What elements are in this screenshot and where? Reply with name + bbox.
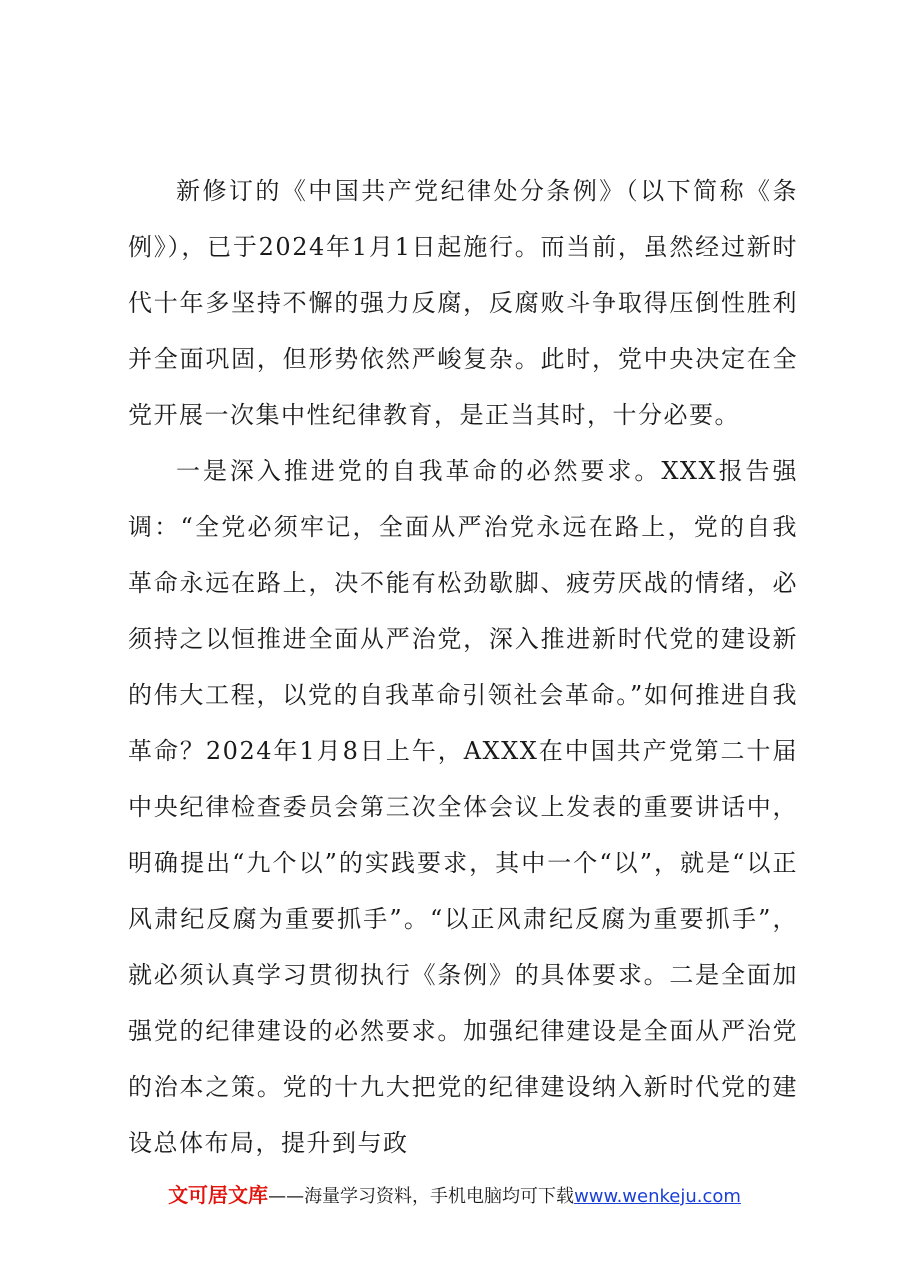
paragraph-intro: 新修订的《中国共产党纪律处分条例》（以下简称《条例》），已于2024年1月1日起施行。而当前，虽然经过新时代十年多坚持不懈的强力反腐，反腐败斗争取得压倒性胜利并全面巩固，但形势依然严峻复杂。此时，党中央决定在全党开展一次集中性纪律教育，是正当其时，十分必要。 bbox=[128, 177, 798, 429]
page-footer bbox=[0, 1181, 909, 1211]
paragraph-first-point: 一是深入推进党的自我革命的必然要求。XXX报告强调：“全党必须牢记，全面从严治党永远在路上，党的自我革命永远在路上，决不能有松劲歇脚、疲劳厌战的情绪，必须持之以恒推进全面从严治党，深入推进新时代党的建设新的伟大工程，以党的自我革命引领社会革命。”如何推进自我革命？2024年1月8日上午，AXXX在中国共产党第二十届中央纪律检查委员会第三次全体会议上发表的重要讲话中，明确提出“九个以”的实践要求，其中一个“以”，就是“以正风肃纪反腐为重要抓手”。“以正风肃纪反腐为重要抓手”，就必须认真学习贯彻执行《条例》的具体要求。二是全面加强党的纪律建设的必然要求。加强纪律建设是全面从严治党的治本之策。党的十九大把党的纪律建设纳入新时代党的建设总体布局，提升到与政 bbox=[128, 457, 798, 1157]
footer-slogan: ——海量学习资料，手机电脑均可下载 bbox=[268, 1186, 575, 1207]
website-link[interactable]: www.wenkeju.com bbox=[574, 1186, 741, 1207]
document-body bbox=[128, 163, 798, 1171]
brand-name: 文可居文库 bbox=[168, 1183, 269, 1207]
